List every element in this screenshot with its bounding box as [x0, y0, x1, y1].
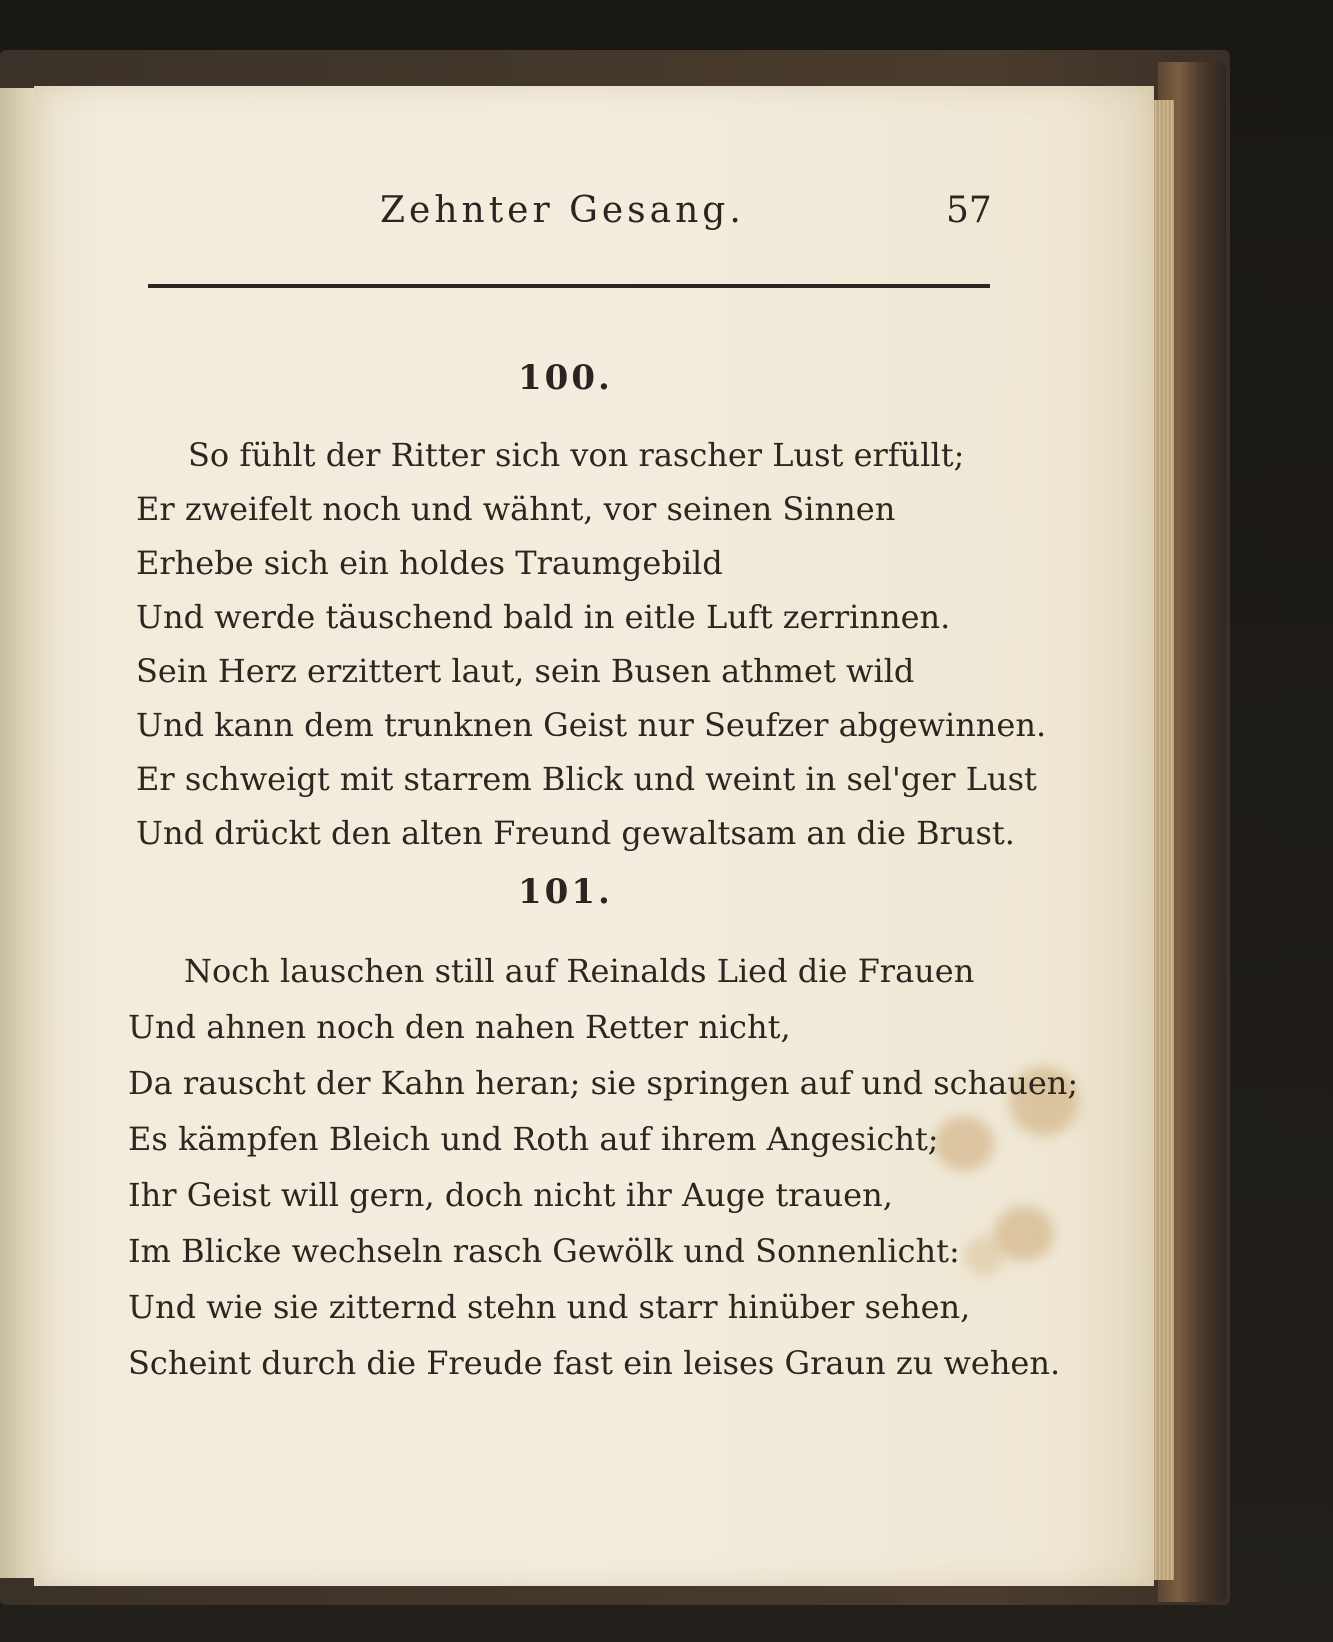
previous-page-edge: [0, 88, 36, 1578]
verse-line: Noch lauschen still auf Reinalds Lied die Frauen: [184, 952, 975, 990]
running-header-title: Zehnter Gesang.: [380, 190, 745, 231]
verse-line: Da rauscht der Kahn heran; sie springen auf und schauen;: [128, 1064, 1079, 1102]
verse-line: Es kämpfen Bleich und Roth auf ihrem Angesicht;: [128, 1120, 939, 1158]
verse-line: Und kann dem trunknen Geist nur Seufzer abgewinnen.: [136, 706, 1047, 744]
verse-line: Scheint durch die Freude fast ein leises Graun zu wehen.: [128, 1344, 1061, 1382]
verse-line: Ihr Geist will gern, doch nicht ihr Auge trauen,: [128, 1176, 893, 1214]
verse-line: Und drückt den alten Freund gewaltsam an die Brust.: [136, 814, 1015, 852]
verse-line: Und ahnen noch den nahen Retter nicht,: [128, 1008, 791, 1046]
verse-line: So fühlt der Ritter sich von rascher Lust erfüllt;: [188, 436, 965, 474]
page-number: 57: [946, 190, 992, 231]
stanza-number-100: 100.: [518, 358, 613, 398]
verse-line: Sein Herz erzittert laut, sein Busen athmet wild: [136, 652, 915, 690]
stanza-number-101: 101.: [518, 872, 613, 912]
verse-line: Erhebe sich ein holdes Traumgebild: [136, 544, 723, 582]
verse-line: Er schweigt mit starrem Blick und weint in sel'ger Lust: [136, 760, 1037, 798]
verse-line: Er zweifelt noch und wähnt, vor seinen Sinnen: [136, 490, 896, 528]
verse-line: Und werde täuschend bald in eitle Luft zerrinnen.: [136, 598, 951, 636]
header-rule: [148, 284, 990, 288]
foxing-stain: [934, 1116, 994, 1171]
verse-line: Im Blicke wechseln rasch Gewölk und Sonnenlicht:: [128, 1232, 960, 1270]
foxing-stain: [964, 1236, 1004, 1276]
verse-line: Und wie sie zitternd stehn und starr hinüber sehen,: [128, 1288, 971, 1326]
